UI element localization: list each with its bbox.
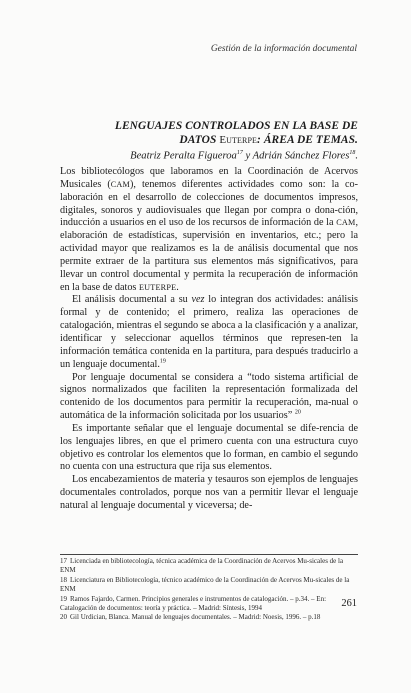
footnote-text: Licenciatura en Bibliotecología, técnico académico de la Coordinación de Acervos Mu-sicales de la ENM [60,575,350,594]
body-text [60,166,358,513]
acronym-small-caps: EUTERPE [138,282,177,292]
footnote-number: 18 [60,575,67,584]
article-title-block [60,120,358,163]
title-database-name: Euterpe [219,133,258,146]
paragraph-5: Los encabezamientos de materia y tesauros son ejemplos de lenguajes documentales controlados, porque nos van a permitir llevar el lenguaje natural al lenguaje documental y viceversa; de- [60,474,358,511]
text-run: El análisis documental a su [72,294,192,306]
text-run: lo integran dos actividades: análisis formal y de contenido; el primero, realiza las operaciones de catalogación, mientras el segundo se aboca a la clasificación y a analizar, identificar y seleccionar aquellos términos que represen-ten la información temática contenida en la partitura, para después traducirlo a un lenguaje documental. [60,294,358,370]
paragraph-3 [60,372,358,423]
text-run: , elaboración de estadísticas, supervisión en inventarios, etc.; pero la actividad mayor que realizamos es la de análisis documental que nos permite extraer de la partitura sus elementos más significativos, para llevar un control documental y permita la recuperación de información en la base de datos [60,217,358,293]
italic-word: vez [191,294,205,306]
author-end: . [355,150,358,162]
author-1: Beatriz Peralta Figueroa [130,150,237,162]
title-suffix: : ÁREA DE TEMAS. [257,133,358,146]
article-title-line-1: LENGUAJES CONTROLADOS EN LA BASE DE [114,120,358,132]
footnote-number: 17 [60,557,67,565]
author-1-footnote-ref: 17 [236,150,243,156]
article-title-line-2 [60,134,358,148]
acronym-small-caps: CAM [336,218,356,228]
paragraph-4: Es importante señalar que el lenguaje documental se dife-rencia de los lenguajes libres, en que el primero cuenta con una estructura cuyo objetivo es controlar los elementos que lo forman, en cambio el segundo no cuenta con una estructura que rija sus elementos. [60,422,358,473]
footnote-19 [60,595,358,614]
footnote-ref-19: 19 [159,358,166,365]
footnote-20 [60,613,358,622]
text-run: . [176,281,179,293]
paragraph-1 [60,166,358,294]
footnote-number: 20 [60,613,67,622]
article-authors [60,147,358,163]
footnote-17 [60,557,358,576]
paragraph-2 [60,294,358,371]
footnote-separator [60,554,358,555]
footnote-text: Gil Urdician, Blanca. Manual de lenguajes documentales. – Madrid: Noesis, 1996. – p.18 [70,613,321,622]
text-run: ), tenemos diferentes actividades como son: la co-laboración en el desarrollo de colecciones de documentos impresos, digitales, sonoros y audiovisuales que llegan por compra o dona-ción, inducción a usuarios en el uso de los recursos de información de la [60,178,359,229]
footnotes [60,557,358,623]
acronym-small-caps: CAM [110,179,130,189]
author-2: Adrián Sánchez Flores [252,150,350,162]
footnote-18 [60,576,358,595]
footnote-text: Licenciada en bibliotecología, técnica académica de la Coordinación de Acervos Mu-sicales de la ENM [60,557,344,575]
title-prefix: DATOS [179,133,220,146]
page-number: 261 [341,598,357,609]
footnote-ref-20: 20 [294,409,301,416]
author-join: y [242,150,253,162]
author-2-footnote-ref: 18 [349,150,356,156]
footnote-number: 19 [60,594,67,603]
text-run: Por lenguaje documental se considera a “todo sistema artificial de signos normalizados que faciliten la representación formalizada del contenido de los documentos para permitir la recuperación, ma-nual o automática de la información solicitada por los usuarios” [60,371,358,422]
footnote-text: Ramos Fajardo, Carmen. Principios generales e instrumentos de catalogación. – p.34. – En: Catalogación de documentos: teoría y práctica. – Madrid: Síntesis, 1994 [60,594,327,613]
running-header: Gestión de la información documental [210,44,357,54]
text-run: Los bibliotecólogos que laboramos en la Coordinación de Acervos Musicales ( [60,166,358,190]
